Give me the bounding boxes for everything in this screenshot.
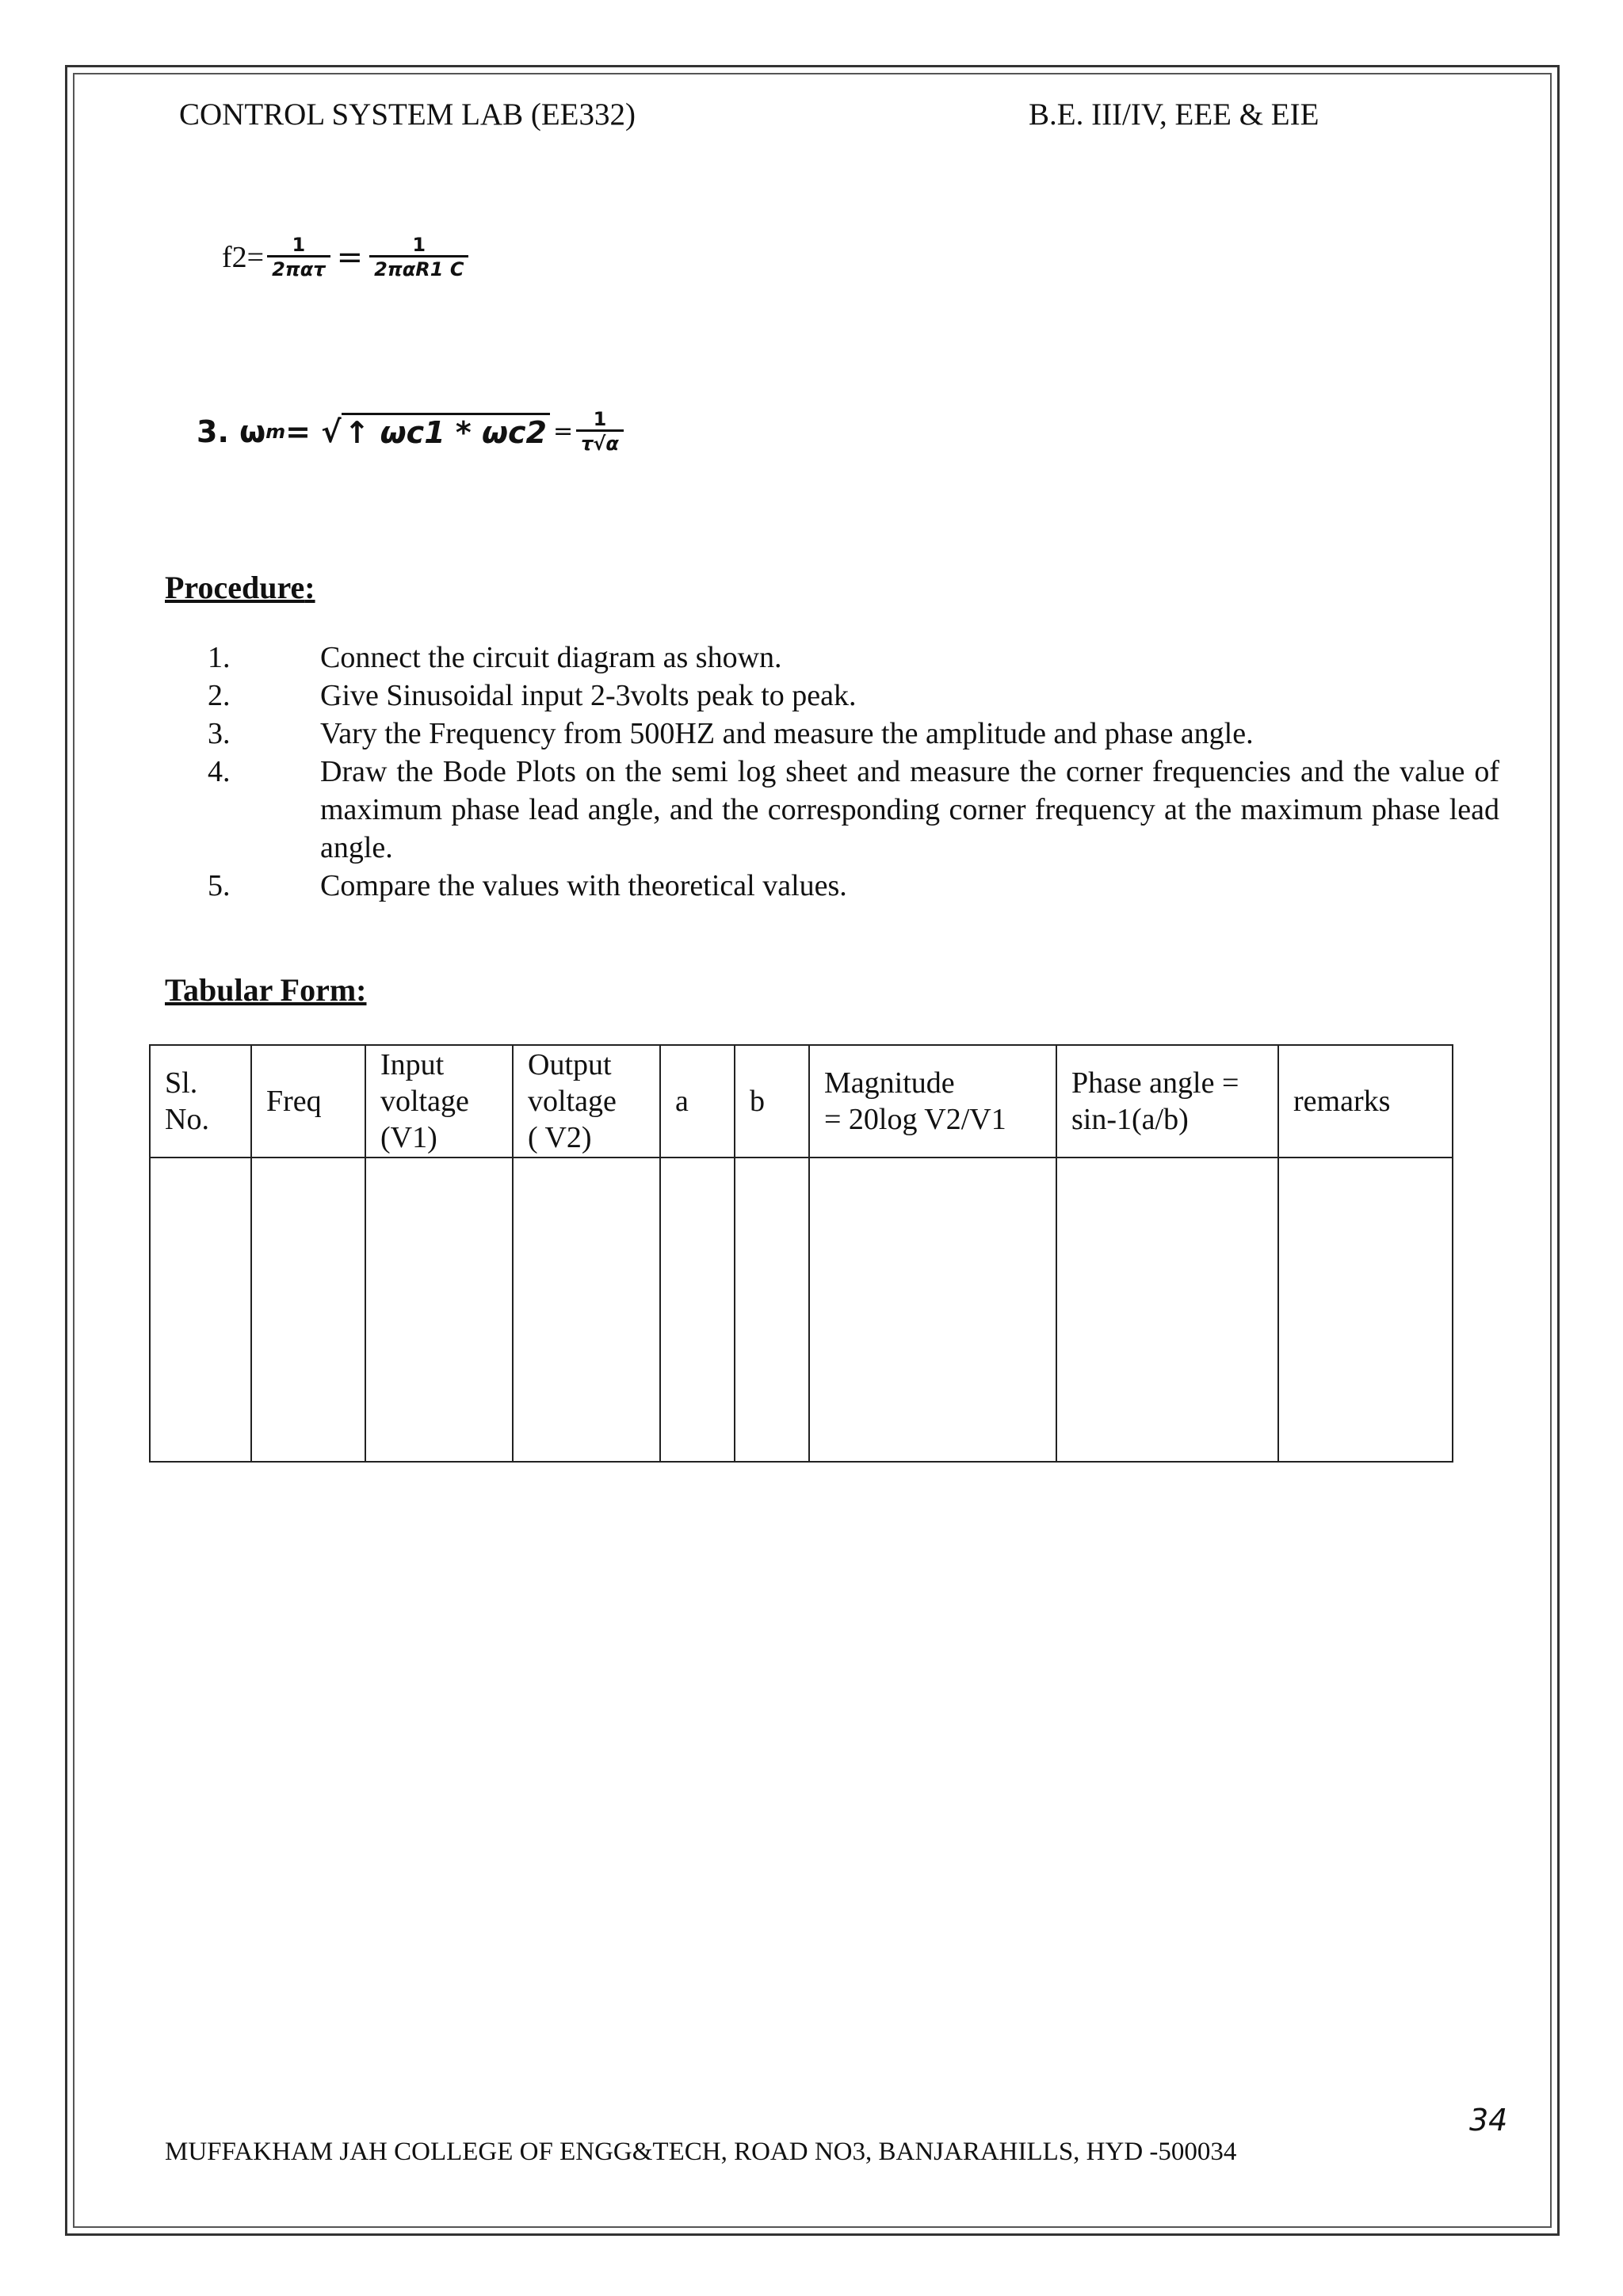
procedure-step <box>208 639 1499 677</box>
table-row <box>150 1158 1453 1462</box>
table-cell <box>809 1158 1056 1462</box>
table-cell <box>1056 1158 1278 1462</box>
procedure-step-number: 5. <box>208 869 231 902</box>
table-cell <box>150 1158 251 1462</box>
procedure-step-text: Connect the circuit diagram as shown. <box>320 641 782 674</box>
table-header-line: No. <box>165 1103 209 1136</box>
formula-omega-fraction <box>576 409 624 455</box>
procedure-step-text: Give Sinusoidal input 2-3volts peak to peak. <box>320 679 857 712</box>
formula-f2 <box>222 235 468 280</box>
procedure-step-number: 2. <box>208 679 231 712</box>
table-cell <box>513 1158 660 1462</box>
procedure-step <box>208 867 1499 905</box>
formula-omega-equals-2: = <box>552 418 574 446</box>
table-cell <box>735 1158 809 1462</box>
table-header-line: Magnitude <box>824 1066 955 1100</box>
formula-f2-num-1: 1 <box>292 234 306 256</box>
table-header-magnitude <box>809 1045 1056 1158</box>
table-header-line: Output <box>528 1048 612 1081</box>
formula-f2-fraction-2 <box>369 235 468 280</box>
formula-f2-den-1: 2πατ <box>267 255 330 280</box>
formula-omega-subscript: m <box>265 420 286 443</box>
page-number: 34 <box>1469 2103 1508 2138</box>
procedure-step-text: Compare the values with theoretical values. <box>320 869 847 902</box>
procedure-heading <box>165 569 315 606</box>
table-header-a <box>660 1045 735 1158</box>
observation-table <box>149 1044 1453 1463</box>
table-header-line: Phase angle = <box>1071 1066 1239 1100</box>
header-course: CONTROL SYSTEM LAB (EE332) <box>179 97 636 132</box>
table-header-line: a <box>675 1085 689 1118</box>
formula-omega-den: τ√α <box>576 429 624 454</box>
table-cell <box>251 1158 365 1462</box>
footer-address: MUFFAKHAM JAH COLLEGE OF ENGG&TECH, ROAD NO3, BANJARAHILLS, HYD -500034 <box>165 2138 1237 2166</box>
table-header-output-voltage <box>513 1045 660 1158</box>
table-header-line: Input <box>380 1048 445 1081</box>
formula-omega-radicand: ↑ ωc1 * ωc2 <box>342 413 550 450</box>
formula-f2-fraction-1 <box>267 235 330 280</box>
formula-f2-num-2: 1 <box>412 234 426 256</box>
formula-f2-label: f2= <box>222 240 265 274</box>
table-header-freq <box>251 1045 365 1158</box>
procedure-step-number: 4. <box>208 755 231 788</box>
table-header-line: voltage <box>380 1085 469 1118</box>
formula-omega-num: 1 <box>593 408 607 430</box>
procedure-title: Procedure <box>165 570 305 605</box>
table-header-line: remarks <box>1293 1085 1391 1118</box>
formula-omega-equals-sqrt: = √ <box>285 414 342 449</box>
procedure-steps <box>208 639 1499 905</box>
formula-f2-den-2: 2παR1 C <box>369 255 468 280</box>
table-header-line: ( V2) <box>528 1121 592 1154</box>
tabular-heading: Tabular Form: <box>165 972 367 1008</box>
table-cell <box>1278 1158 1453 1462</box>
table-header-line: (V1) <box>380 1121 437 1154</box>
formula-f2-equals: = <box>336 238 364 276</box>
procedure-step-number: 3. <box>208 717 231 750</box>
table-header-phase-angle <box>1056 1045 1278 1158</box>
procedure-step-text: Vary the Frequency from 500HZ and measure the amplitude and phase angle. <box>320 717 1254 750</box>
table-header-sl-no <box>150 1045 251 1158</box>
formula-omega-prefix: 3. ω <box>197 414 266 449</box>
table-header-line: Sl. <box>165 1066 198 1100</box>
table-header-line: b <box>750 1085 765 1118</box>
table-header-remarks <box>1278 1045 1453 1158</box>
procedure-step <box>208 753 1499 867</box>
procedure-step <box>208 715 1499 753</box>
table-header-row <box>150 1045 1453 1158</box>
procedure-colon: : <box>304 570 315 605</box>
table-header-line: sin-1(a/b) <box>1071 1103 1189 1136</box>
table-header-b <box>735 1045 809 1158</box>
formula-omega-m <box>197 409 624 455</box>
table-cell <box>660 1158 735 1462</box>
procedure-step <box>208 677 1499 715</box>
table-header-input-voltage <box>365 1045 513 1158</box>
table-header-line: = 20log V2/V1 <box>824 1103 1006 1136</box>
procedure-step-number: 1. <box>208 641 231 674</box>
table-cell <box>365 1158 513 1462</box>
header-program: B.E. III/IV, EEE & EIE <box>1029 97 1319 132</box>
table-header-line: voltage <box>528 1085 617 1118</box>
procedure-step-text: Draw the Bode Plots on the semi log sheet and measure the corner frequencies and the value of maximum phase lead angle, and the corresponding corner frequency at the maximum phase lead angle. <box>320 755 1499 864</box>
table-header-line: Freq <box>266 1085 322 1118</box>
